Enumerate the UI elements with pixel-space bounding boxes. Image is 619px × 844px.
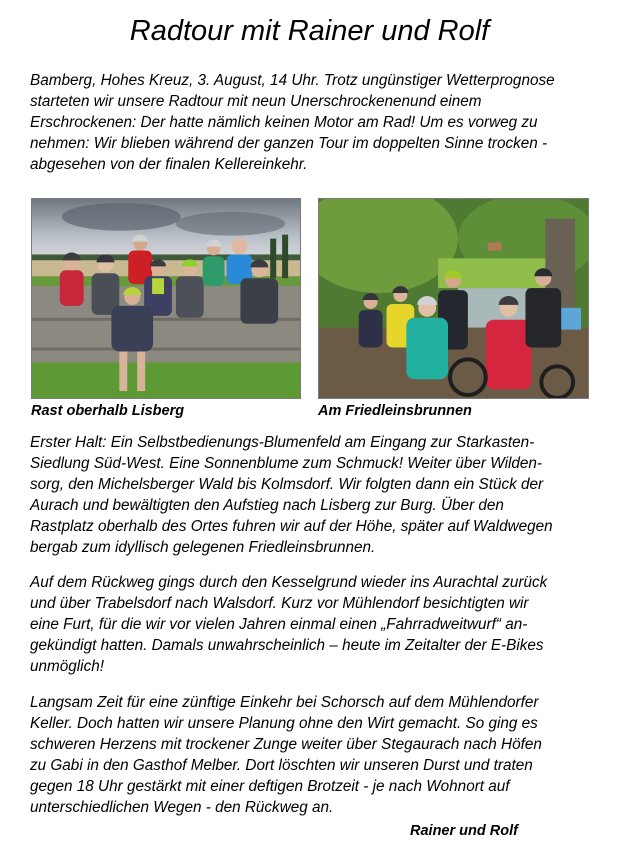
text-line: sorg, den Michelsberger Wald bis Kolmsdorf. Wir folgten dann ein Stück der (30, 476, 544, 493)
text-line: Auf dem Rückweg gings durch den Kesselgrund wieder ins Aurachtal zurück (30, 574, 548, 591)
text-line: Siedlung Süd-West. Eine Sonnenblume zum Schmuck! Weiter über Wilden- (30, 455, 542, 472)
text-line: starteten wir unsere Radtour mit neun Unerschrockenenund einem (30, 93, 482, 110)
paragraph-final-stop (30, 692, 600, 818)
text-line: eine Furt, für die wir vor vielen Jahren einmal einen „Fahrradweitwurf“ an- (30, 616, 528, 633)
text-line: zu Gabi in den Gasthof Melber. Dort löschten wir unseren Durst und traten (30, 757, 533, 774)
text-line: Rastplatz oberhalb des Ortes fuhren wir auf der Höhe, später auf Waldwegen (30, 518, 553, 535)
text-line: bergab zum idyllisch gelegenen Friedleinsbrunnen. (30, 539, 376, 556)
text-line: Langsam Zeit für eine zünftige Einkehr bei Schorsch auf dem Mühlendorfer (30, 694, 539, 711)
text-line: unmöglich! (30, 658, 104, 675)
text-line: unterschiedlichen Wegen - den Rückweg an. (30, 799, 334, 816)
photo-rast-oberhalb-lisberg (31, 198, 301, 399)
text-line: gegen 18 Uhr gestärkt mit einer deftigen Brotzeit - je nach Wohnort auf (30, 778, 510, 795)
text-line: gekündigt hatten. Damals unwahrscheinlich – heute im Zeitalter der E-Bikes (30, 637, 544, 654)
text-line: Erschrockenen: Der hatte nämlich keinen Motor am Rad! Um es vorweg zu (30, 114, 538, 131)
text-line: Keller. Doch hatten wir unsere Planung ohne den Wirt gemacht. So ging es (30, 715, 538, 732)
photo-caption: Am Friedleinsbrunnen (318, 403, 472, 419)
paragraph-first-stop (30, 432, 600, 558)
text-line: und über Trabelsdorf nach Walsdorf. Kurz vor Mühlendorf besichtigten wir (30, 595, 529, 612)
article-title: Radtour mit Rainer und Rolf (129, 15, 490, 47)
text-line: nehmen: Wir blieben während der ganzen Tour im doppelten Sinne trocken - (30, 135, 548, 152)
photo-am-friedleinsbrunnen (318, 198, 589, 399)
paragraph-return-trip (30, 572, 600, 677)
photo-caption: Rast oberhalb Lisberg (31, 403, 185, 419)
text-line: schweren Herzens mit trockener Zunge weiter über Stegaurach nach Höfen (30, 736, 542, 753)
text-line: Aurach und bewältigten den Aufstieg nach Lisberg zur Burg. Über den (30, 497, 504, 514)
text-line: Bamberg, Hohes Kreuz, 3. August, 14 Uhr. Trotz ungünstiger Wetterprognose (30, 72, 555, 89)
text-line: Erster Halt: Ein Selbstbedienungs-Blumenfeld am Eingang zur Starkasten- (30, 434, 535, 451)
intro-paragraph (30, 70, 600, 175)
signature: Rainer und Rolf (410, 823, 518, 839)
text-line: abgesehen von der finalen Kellereinkehr. (30, 156, 308, 173)
